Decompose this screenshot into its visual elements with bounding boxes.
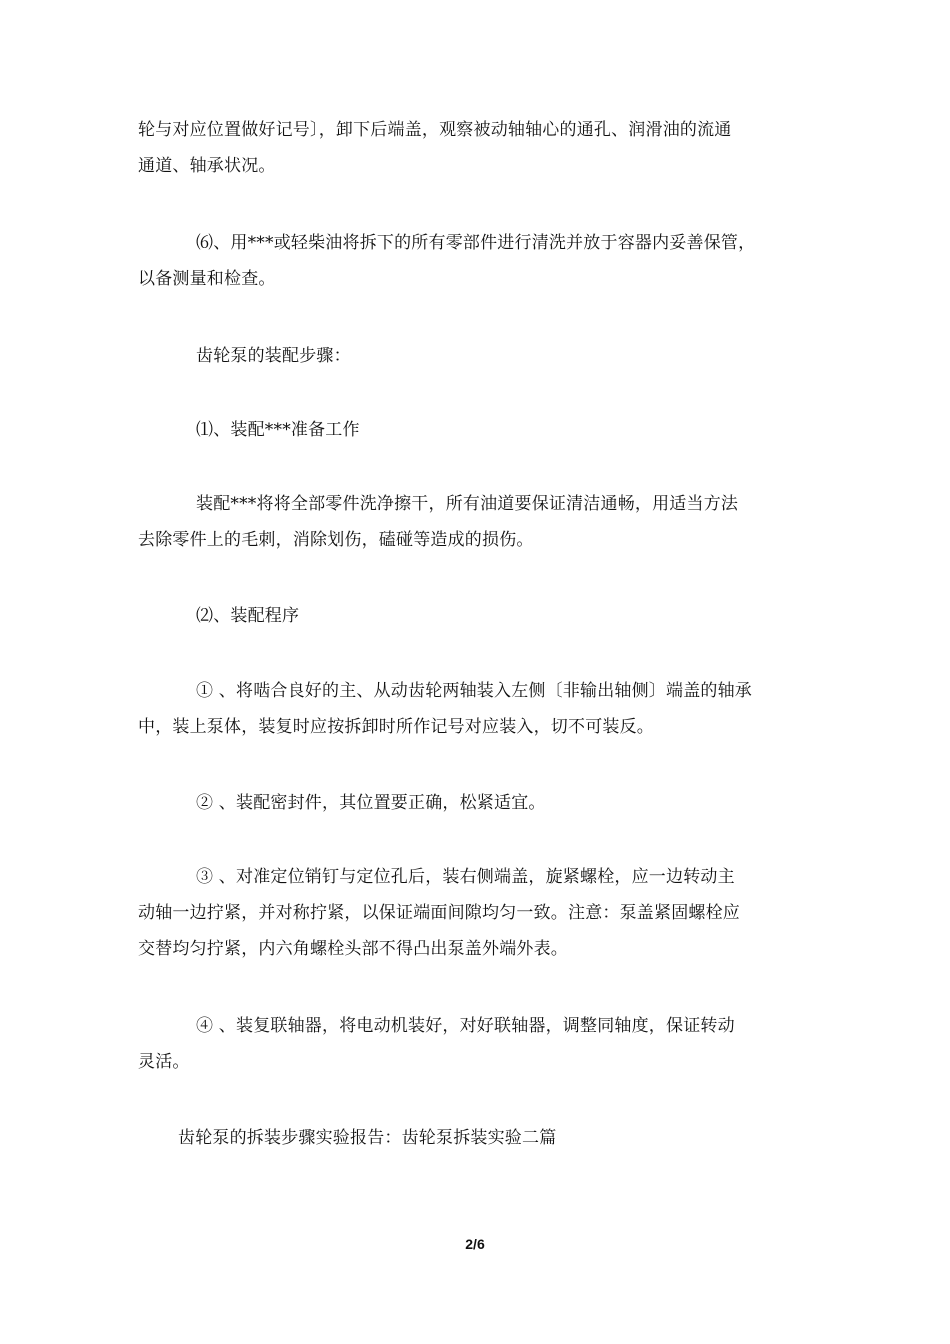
heading-assembly-steps: [138, 338, 818, 374]
text-line: ③ 、对准定位销钉与定位孔后，装右侧端盖，旋紧螺栓，应一边转动主: [196, 867, 735, 887]
text-line: 轮与对应位置做好记号〕，卸下后端盖，观察被动轴轴心的通孔、润滑油的流通: [138, 120, 732, 140]
text-line: 装配***将将全部零件洗净擦干，所有油道要保证清洁通畅，用适当方法: [196, 494, 739, 514]
paragraph-assembly-prep-title: [138, 412, 818, 448]
text-line: 通道、轴承状况。: [138, 156, 276, 176]
text-line: 齿轮泵的装配步骤：: [196, 346, 351, 366]
text-line: ⑴、装配***准备工作: [196, 420, 360, 440]
text-line: 以备测量和检查。: [138, 269, 276, 289]
text-line: ② 、装配密封件，其位置要正确，松紧适宜。: [196, 793, 546, 813]
paragraph-assembly-procedure-title: [138, 598, 818, 634]
paragraph-disassembly-step-6: [138, 225, 818, 297]
paragraph-assembly-prep-body: [138, 486, 818, 558]
text-line: ④ 、装复联轴器，将电动机装好，对好联轴器，调整同轴度，保证转动: [196, 1016, 735, 1036]
text-line: 去除零件上的毛刺，消除划伤，磕碰等造成的损伤。: [138, 530, 534, 550]
paragraph-assembly-step-4: [138, 1008, 818, 1080]
text-line: 灵活。: [138, 1052, 190, 1072]
paragraph-report-title: [178, 1120, 858, 1156]
text-line: 齿轮泵的拆装步骤实验报告：齿轮泵拆装实验二篇: [178, 1128, 557, 1148]
text-line: 动轴一边拧紧，并对称拧紧，以保证端面间隙均匀一致。注意：泵盖紧固螺栓应: [138, 903, 740, 923]
text-line: ⑹、用***或轻柴油将拆下的所有零部件进行清洗并放于容器内妥善保管，: [196, 233, 756, 253]
text-line: ⑵、装配程序: [196, 606, 300, 626]
paragraph-assembly-step-1: [138, 673, 818, 745]
text-line: ① 、将啮合良好的主、从动齿轮两轴装入左侧〔非输出轴侧〕端盖的轴承: [196, 681, 753, 701]
text-line: 中，装上泵体，装复时应按拆卸时所作记号对应装入，切不可装反。: [138, 717, 654, 737]
text-line: 交替均匀拧紧，内六角螺栓头部不得凸出泵盖外端外表。: [138, 939, 568, 959]
page-number: 2/6: [465, 1236, 485, 1252]
paragraph-assembly-step-2: [138, 785, 818, 821]
paragraph-disassembly-step-5-continued: [138, 112, 818, 184]
paragraph-assembly-step-3: [138, 859, 818, 967]
